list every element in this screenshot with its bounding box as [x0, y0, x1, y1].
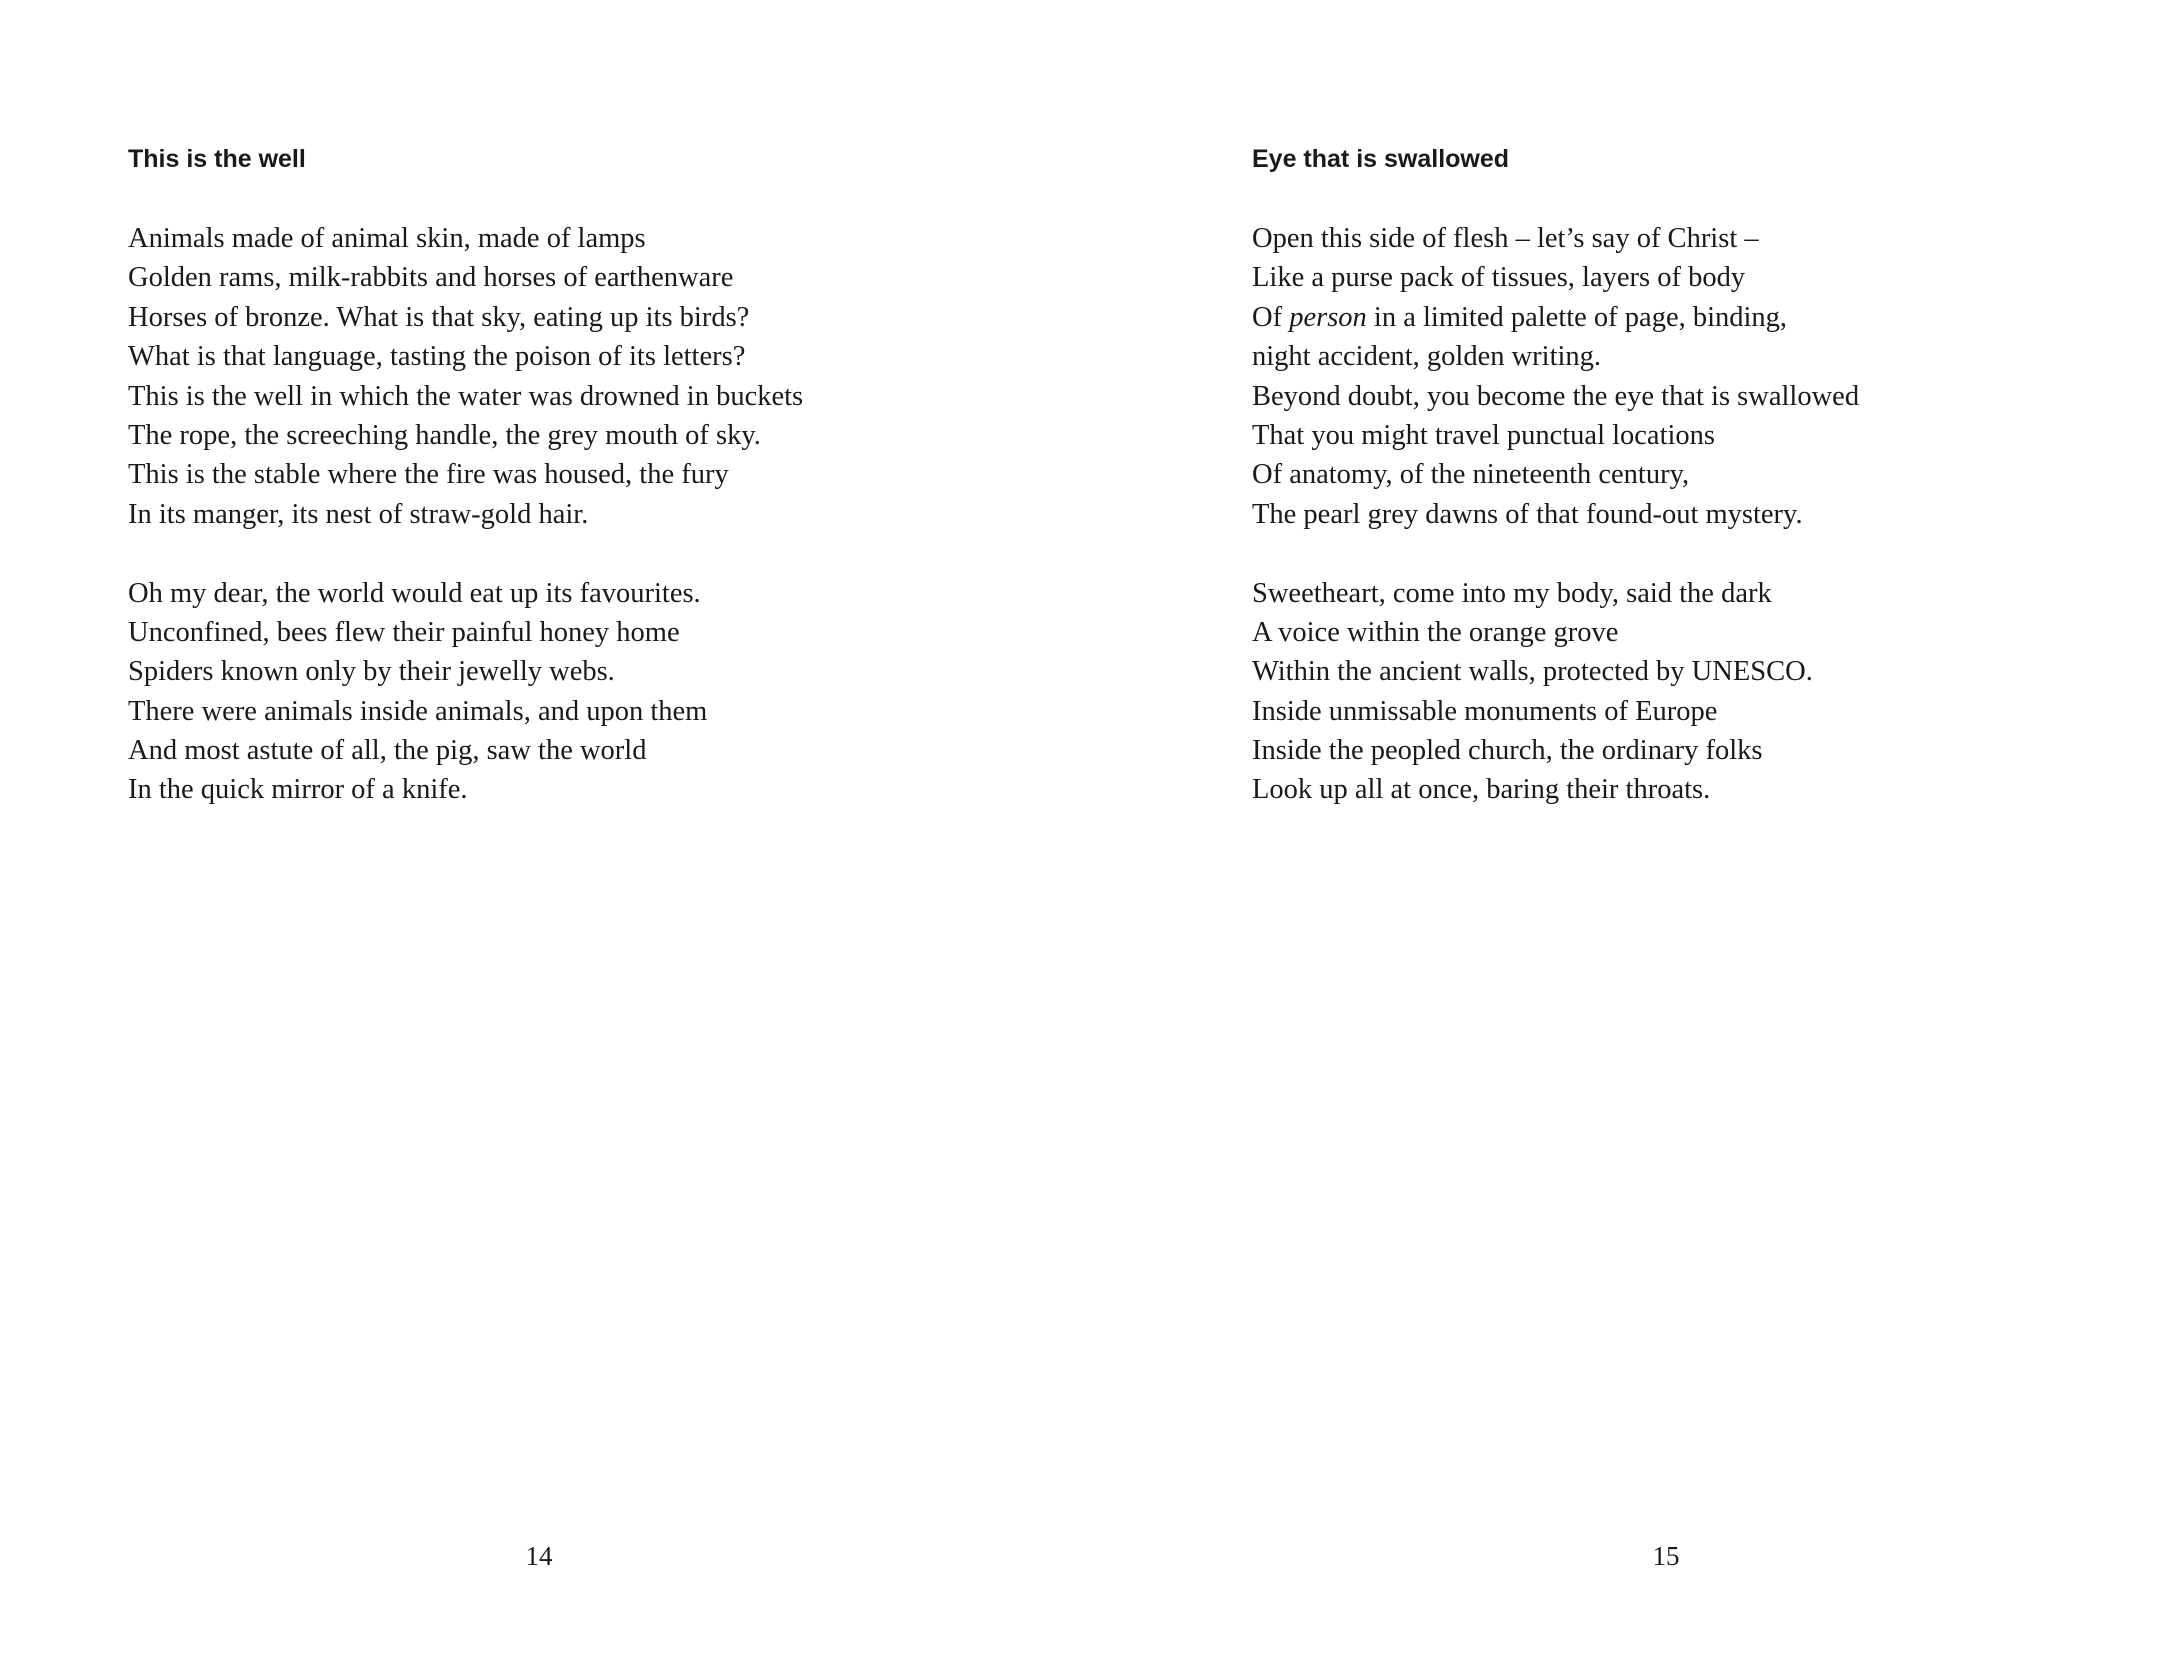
- line-text: in a limited palette of page, binding,: [1366, 301, 1788, 333]
- stanza: [128, 219, 803, 534]
- poem-line: What is that language, tasting the poison of its letters?: [128, 341, 746, 373]
- line-text: Of: [1252, 301, 1290, 333]
- poem-line: This is the stable where the fire was housed, the fury: [128, 459, 729, 491]
- poem-line: night accident, golden writing.: [1252, 341, 1602, 373]
- poem-line: There were animals inside animals, and upon them: [128, 695, 708, 727]
- poem-line: Beyond doubt, you become the eye that is swallowed: [1252, 380, 1860, 412]
- poem-line: A voice within the orange grove: [1252, 616, 1619, 648]
- poem-title: Eye that is swallowed: [1252, 145, 1510, 173]
- poem-line: Of anatomy, of the nineteenth century,: [1252, 459, 1690, 491]
- right-page: [1087, 0, 2174, 1654]
- poem-line: Sweetheart, come into my body, said the dark: [1252, 577, 1772, 609]
- poem-line: In the quick mirror of a knife.: [128, 774, 468, 806]
- poem-body: [1252, 219, 1859, 849]
- poem-line: Oh my dear, the world would eat up its favourites.: [128, 577, 701, 609]
- poem-line: [1252, 298, 1859, 337]
- poem-line: Open this side of flesh – let’s say of Christ –: [1252, 223, 1759, 254]
- poem-line: Animals made of animal skin, made of lamps: [128, 223, 646, 254]
- poem-line: Spiders known only by their jewelly webs.: [128, 656, 615, 688]
- poem-line: Horses of bronze. What is that sky, eating up its birds?: [128, 301, 750, 333]
- poem-line: In its manger, its nest of straw-gold hair.: [128, 498, 589, 530]
- poem-line: And most astute of all, the pig, saw the world: [128, 735, 647, 767]
- poem-line: Inside unmissable monuments of Europe: [1252, 695, 1718, 727]
- poem-line: Look up all at once, baring their throats.: [1252, 774, 1711, 806]
- poem-line: Like a purse pack of tissues, layers of body: [1252, 262, 1746, 294]
- poem-line: That you might travel punctual locations: [1252, 419, 1716, 451]
- stanza: [1252, 219, 1859, 534]
- poem-line: Golden rams, milk-rabbits and horses of earthenware: [128, 262, 734, 294]
- poem-line: Unconfined, bees flew their painful honey home: [128, 616, 680, 648]
- stanza: [128, 574, 803, 810]
- stanza: [1252, 574, 1859, 810]
- poem-line: The pearl grey dawns of that found-out mystery.: [1252, 498, 1803, 530]
- poem-line: This is the well in which the water was drowned in buckets: [128, 380, 804, 412]
- italic-word: person: [1289, 301, 1367, 333]
- poem-title: This is the well: [128, 145, 306, 173]
- poem-line: Inside the peopled church, the ordinary folks: [1252, 735, 1763, 767]
- poem-body: [128, 219, 803, 849]
- poem-line: The rope, the screeching handle, the grey mouth of sky.: [128, 419, 761, 451]
- page-number: 14: [525, 1541, 553, 1571]
- poem-line: Within the ancient walls, protected by UNESCO.: [1252, 656, 1813, 688]
- page-number: 15: [1652, 1541, 1680, 1571]
